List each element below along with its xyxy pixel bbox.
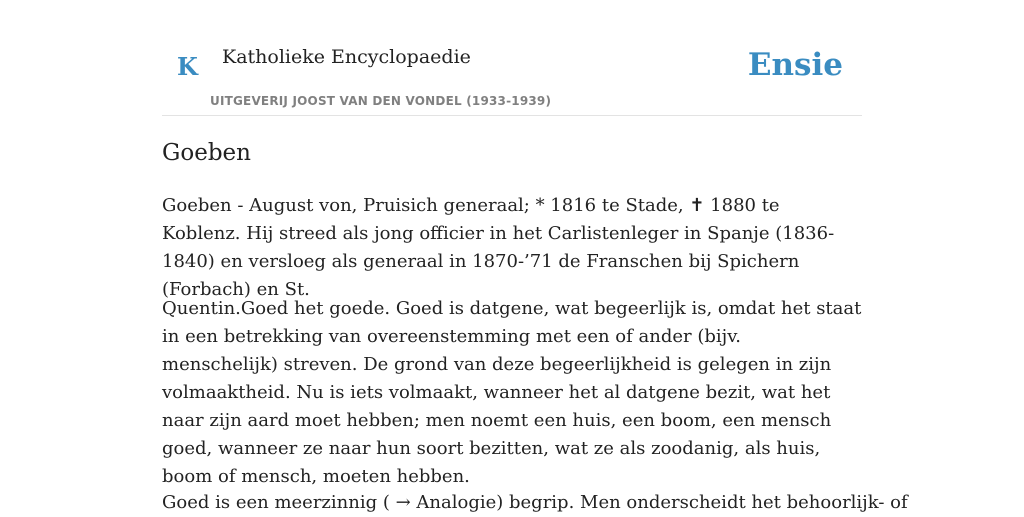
site-title[interactable]: Katholieke Encyclopaedie bbox=[222, 46, 471, 68]
ensie-logo[interactable]: Ensie bbox=[747, 47, 843, 83]
article-paragraph-1: Goeben - August von, Pruisich generaal; * 1816 te Stade, ✝ 1880 te Koblenz. Hij streed als jong officier in het Carlistenleger in Spanje (1836-1840) en versloeg als generaal in 1870-’71 de Franschen bij Spichern (Forbach) en St. bbox=[162, 195, 835, 300]
page-title: Goeben bbox=[162, 140, 251, 166]
article-paragraph-3: Goed is een meerzinnig ( → Analogie) begrip. Men onderscheidt het behoorlijk- of bbox=[162, 492, 908, 513]
article-paragraph-2: Quentin.Goed het goede. Goed is datgene, wat begeerlijk is, omdat het staat in een betrekking van overeenstemming met een of ander (bijv. menschelijk) streven. De grond van deze begeerlijkheid is gelegen in zijn volmaaktheid. Nu is iets volmaakt, wanneer het al datgene bezit, wat het naar zijn aard moet hebben; men noemt een huis, een boom, een mensch goed, wanneer ze naar hun soort bezitten, wat ze als zoodanig, als huis, boom of mensch, moeten hebben. bbox=[162, 298, 862, 487]
publisher-subtitle: UITGEVERIJ JOOST VAN DEN VONDEL (1933-1939) bbox=[210, 94, 552, 108]
page-container bbox=[162, 0, 908, 513]
site-header bbox=[162, 0, 862, 116]
logo-k[interactable]: K bbox=[177, 52, 198, 81]
